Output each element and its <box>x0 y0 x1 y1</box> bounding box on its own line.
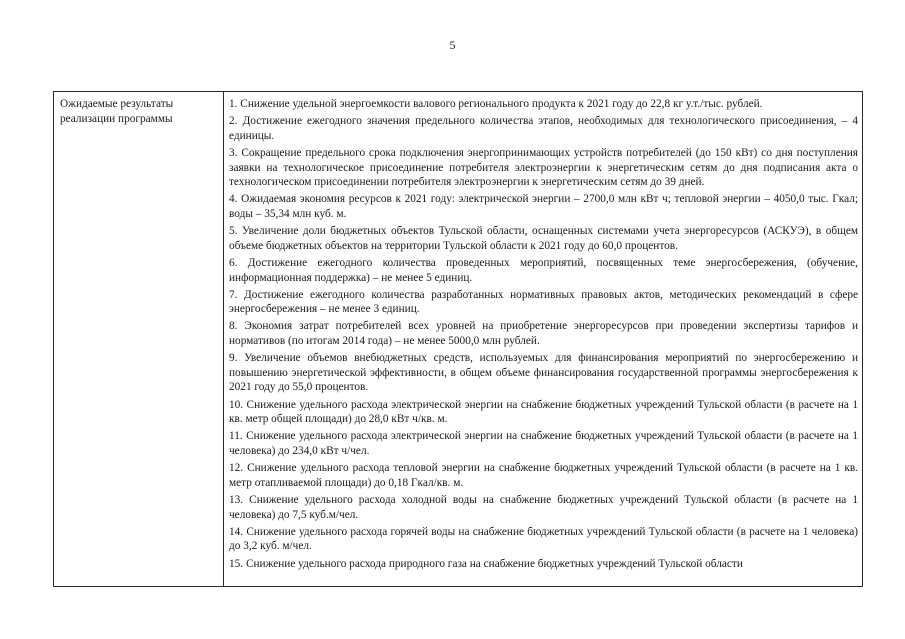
result-item-14: 14. Снижение удельного расхода горячей воды на снабжение бюджетных учреждений Тульской области (в расчете на 1 человека) до 3,2 куб. м/чел. <box>229 525 858 553</box>
result-item-10: 10. Снижение удельного расхода электрической энергии на снабжение бюджетных учреждений Тульской области (в расчете на 1 кв. метр общей площади) до 28,0 кВт ч/кв. м. <box>229 398 858 426</box>
result-item-7: 7. Достижение ежегодного количества разработанных нормативных правовых актов, методических рекомендаций в сфере энергосбережения – не менее 3 единиц. <box>229 288 858 316</box>
result-item-3: 3. Сокращение предельного срока подключения энергопринимающих устройств потребителей (до 150 кВт) со дня поступления заявки на технологическое присоединение потребителя электроэнергии к энергетическим сетям до дня подписания акта о технологическом присоединении потребителя электроэнергии к энергетическим сетям до 39 дней. <box>229 146 858 189</box>
result-item-8: 8. Экономия затрат потребителей всех уровней на приобретение энергоресурсов при проведении экспертизы тарифов и нормативов (по итогам 2014 года) – не менее 5000,0 млн рублей. <box>229 320 858 348</box>
result-item-6: 6. Достижение ежегодного количества проведенных мероприятий, посвященных теме энергосбережения, (обучение, информационная поддержка) – не менее 5 единиц. <box>229 256 858 284</box>
result-item-1: 1. Снижение удельной энергоемкости валового регионального продукта к 2021 году до 22,8 кг у.т./тыс. рублей. <box>229 98 763 110</box>
result-item-4: 4. Ожидаемая экономия ресурсов к 2021 году: электрической энергии – 2700,0 млн кВт ч; тепловой энергии – 4050,0 тыс. Гкал; воды – 35,34 млн куб. м. <box>229 193 858 220</box>
result-item-15: 15. Снижение удельного расхода природного газа на снабжение бюджетных учреждений Тульской области <box>229 557 743 570</box>
results-list-cell <box>224 92 862 586</box>
page-number: 5 <box>449 38 456 52</box>
result-item-11: 11. Снижение удельного расхода электрической энергии на снабжение бюджетных учреждений Тульской области (в расчете на 1 человека) до 234,0 кВт ч/чел. <box>229 430 858 457</box>
result-item-9: 9. Увеличение объемов внебюджетных средств, используемых для финансирования мероприятий по энергосбережению и повышению энергетической эффективности, в общем объеме финансирования государственной программы энергосбережения к 2021 году до 55,0 процентов. <box>229 352 858 394</box>
result-item-13: 13. Снижение удельного расхода холодной воды на снабжение бюджетных учреждений Тульской области (в расчете на 1 человека) до 7,5 куб.м/чел. <box>229 493 858 521</box>
expected-results-table <box>53 91 863 587</box>
result-item-2: 2. Достижение ежегодного значения предельного количества этапов, необходимых для технологического присоединения, – 4 единицы. <box>229 115 858 142</box>
result-item-12: 12. Снижение удельного расхода тепловой энергии на снабжение бюджетных учреждений Тульской области (в расчете на 1 кв. метр отапливаемой площади) до 0,18 Гкал/кв. м. <box>229 462 858 489</box>
result-item-5: 5. Увеличение доли бюджетных объектов Тульской области, оснащенных системами учета энергоресурсов (АСКУЭ), в общем объеме бюджетных объектов на территории Тульской области к 2021 году до 60,0 процентов. <box>229 225 858 252</box>
row-label-cell: Ожидаемые результаты реализации программы <box>54 92 224 586</box>
